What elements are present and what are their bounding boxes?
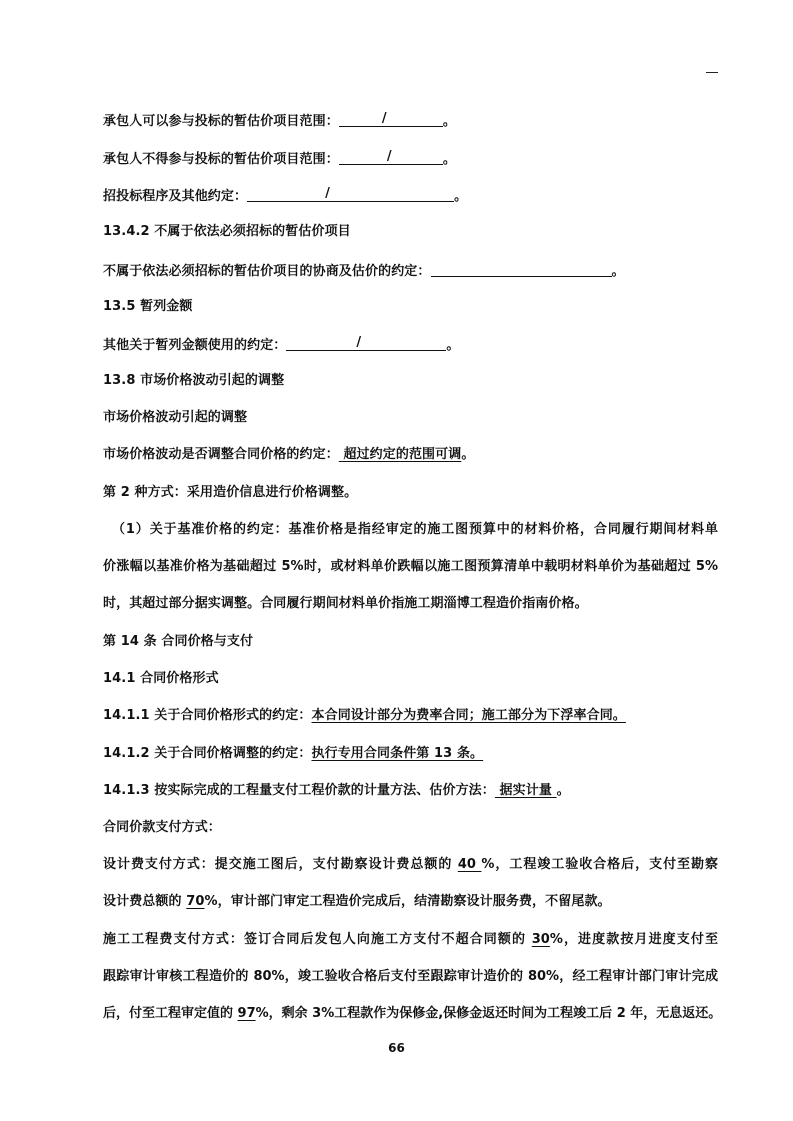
construction-fee-percent-2: 97 — [237, 1006, 256, 1021]
heading-13-5: 13.5 暂列金额 — [103, 299, 193, 314]
heading-13-4-2: 13.4.2 不属于依法必须招标的暂估价项目 — [103, 224, 351, 239]
provisional-sum-label: 其他关于暂列金额使用的约定： — [103, 338, 287, 353]
price-adjust-label: 市场价格波动是否调整合同价格的约定： — [103, 447, 339, 462]
construction-fee-percent-1: 30 — [531, 932, 550, 947]
page-number: 66 — [388, 1041, 405, 1055]
base-price-paragraph-line-3: 时，其超过部分据实调整。合同履行期间材料单价指施工期淄博工程造价指南价格。 — [103, 596, 588, 611]
construction-fee-line-3: 后，付至工程审定值的 97%，剩余 3%工程款作为保修金,保修金返还时间为工程竣工后 2 年，无息返还。 — [103, 1006, 722, 1021]
contract-price-adjust-line — [103, 745, 483, 763]
base-price-paragraph-line-2: 价涨幅以基准价格为基础超过 5%时，或材料单价跌幅以施工图预算清单中载明材料单价为基础超过 5% — [103, 559, 718, 574]
contract-price-adjust-label: 14.1.2 关于合同价格调整的约定： — [103, 746, 312, 761]
bidding-procedure-blank: / — [247, 186, 454, 202]
measurement-label: 14.1.3 按实际完成的工程量支付工程价款的计量方法、估价方法： — [103, 783, 495, 798]
design-fee-percent-1: 40 — [457, 857, 482, 872]
design-fee-line-1: 设计费支付方式：提交施工图后，支付勘察设计费总额的 40 %，工程竣工验收合格后，支付至勘察 — [103, 857, 718, 872]
bid-scope-allowed-blank: / — [339, 111, 443, 127]
payment-method-title: 合同价款支付方式： — [103, 820, 221, 835]
contract-price-form-label: 14.1.1 关于合同价格形式的约定： — [103, 708, 312, 723]
subheading-price-fluctuation: 市场价格波动引起的调整 — [103, 410, 248, 425]
negotiation-label: 不属于依法必须招标的暂估价项目的协商及估价的约定： — [103, 264, 431, 279]
bidding-procedure-label: 招投标程序及其他约定： — [103, 189, 248, 204]
corner-dash-mark — [706, 72, 718, 73]
contract-price-form-line — [103, 707, 626, 725]
bid-scope-forbidden-line: 承包人不得参与投标的暂估价项目范围： / 。 — [103, 149, 456, 167]
price-adjust-line: 市场价格波动是否调整合同价格的约定： 超过约定的范围可调。 — [103, 447, 475, 462]
price-adjust-value: 超过约定的范围可调 — [343, 447, 462, 462]
measurement-line: 14.1.3 按实际完成的工程量支付工程价款的计量方法、估价方法： 据实计量 。 — [103, 783, 570, 798]
bid-scope-allowed-line: 承包人可以参与投标的暂估价项目范围： / 。 — [103, 111, 456, 129]
heading-13-8: 13.8 市场价格波动引起的调整 — [103, 373, 285, 388]
design-fee-line-2: 设计费总额的 70%，审计部门审定工程造价完成后，结清勘察设计服务费，不留尾款。 — [103, 894, 611, 909]
construction-fee-line-2: 跟踪审计审核工程造价的 80%，竣工验收合格后支付至跟踪审计造价的 80%，经工程审计部门审计完成 — [103, 969, 718, 984]
bid-scope-allowed-label: 承包人可以参与投标的暂估价项目范围： — [103, 114, 339, 129]
bidding-procedure-line: 招投标程序及其他约定： / 。 — [103, 186, 468, 204]
heading-article-14: 第 14 条 合同价格与支付 — [103, 634, 254, 649]
contract-price-adjust-value: 执行专用合同条件第 13 条。 — [311, 746, 484, 761]
provisional-sum-line: 其他关于暂列金额使用的约定： / 。 — [103, 335, 460, 353]
contract-price-form-value: 本合同设计部分为费率合同；施工部分为下浮率合同。 — [311, 708, 626, 723]
method-line: 第 2 种方式：采用造价信息进行价格调整。 — [103, 485, 358, 500]
design-fee-percent-2: 70 — [186, 894, 205, 909]
bid-scope-forbidden-blank: / — [339, 149, 443, 165]
negotiation-blank — [431, 261, 612, 277]
heading-14-1: 14.1 合同价格形式 — [103, 671, 219, 686]
provisional-sum-blank: / — [286, 335, 446, 351]
base-price-paragraph-line-1: （1）关于基准价格的约定：基准价格是指经审定的施工图预算中的材料价格，合同履行期间材料单 — [112, 522, 718, 537]
bid-scope-forbidden-label: 承包人不得参与投标的暂估价项目范围： — [103, 152, 339, 167]
negotiation-line: 不属于依法必须招标的暂估价项目的协商及估价的约定： 。 — [103, 261, 625, 281]
measurement-value: 据实计量 — [499, 783, 552, 798]
construction-fee-line-1: 施工工程费支付方式：签订合同后发包人向施工方支付不超合同额的 30%，进度款按月进度支付至 — [103, 932, 718, 947]
